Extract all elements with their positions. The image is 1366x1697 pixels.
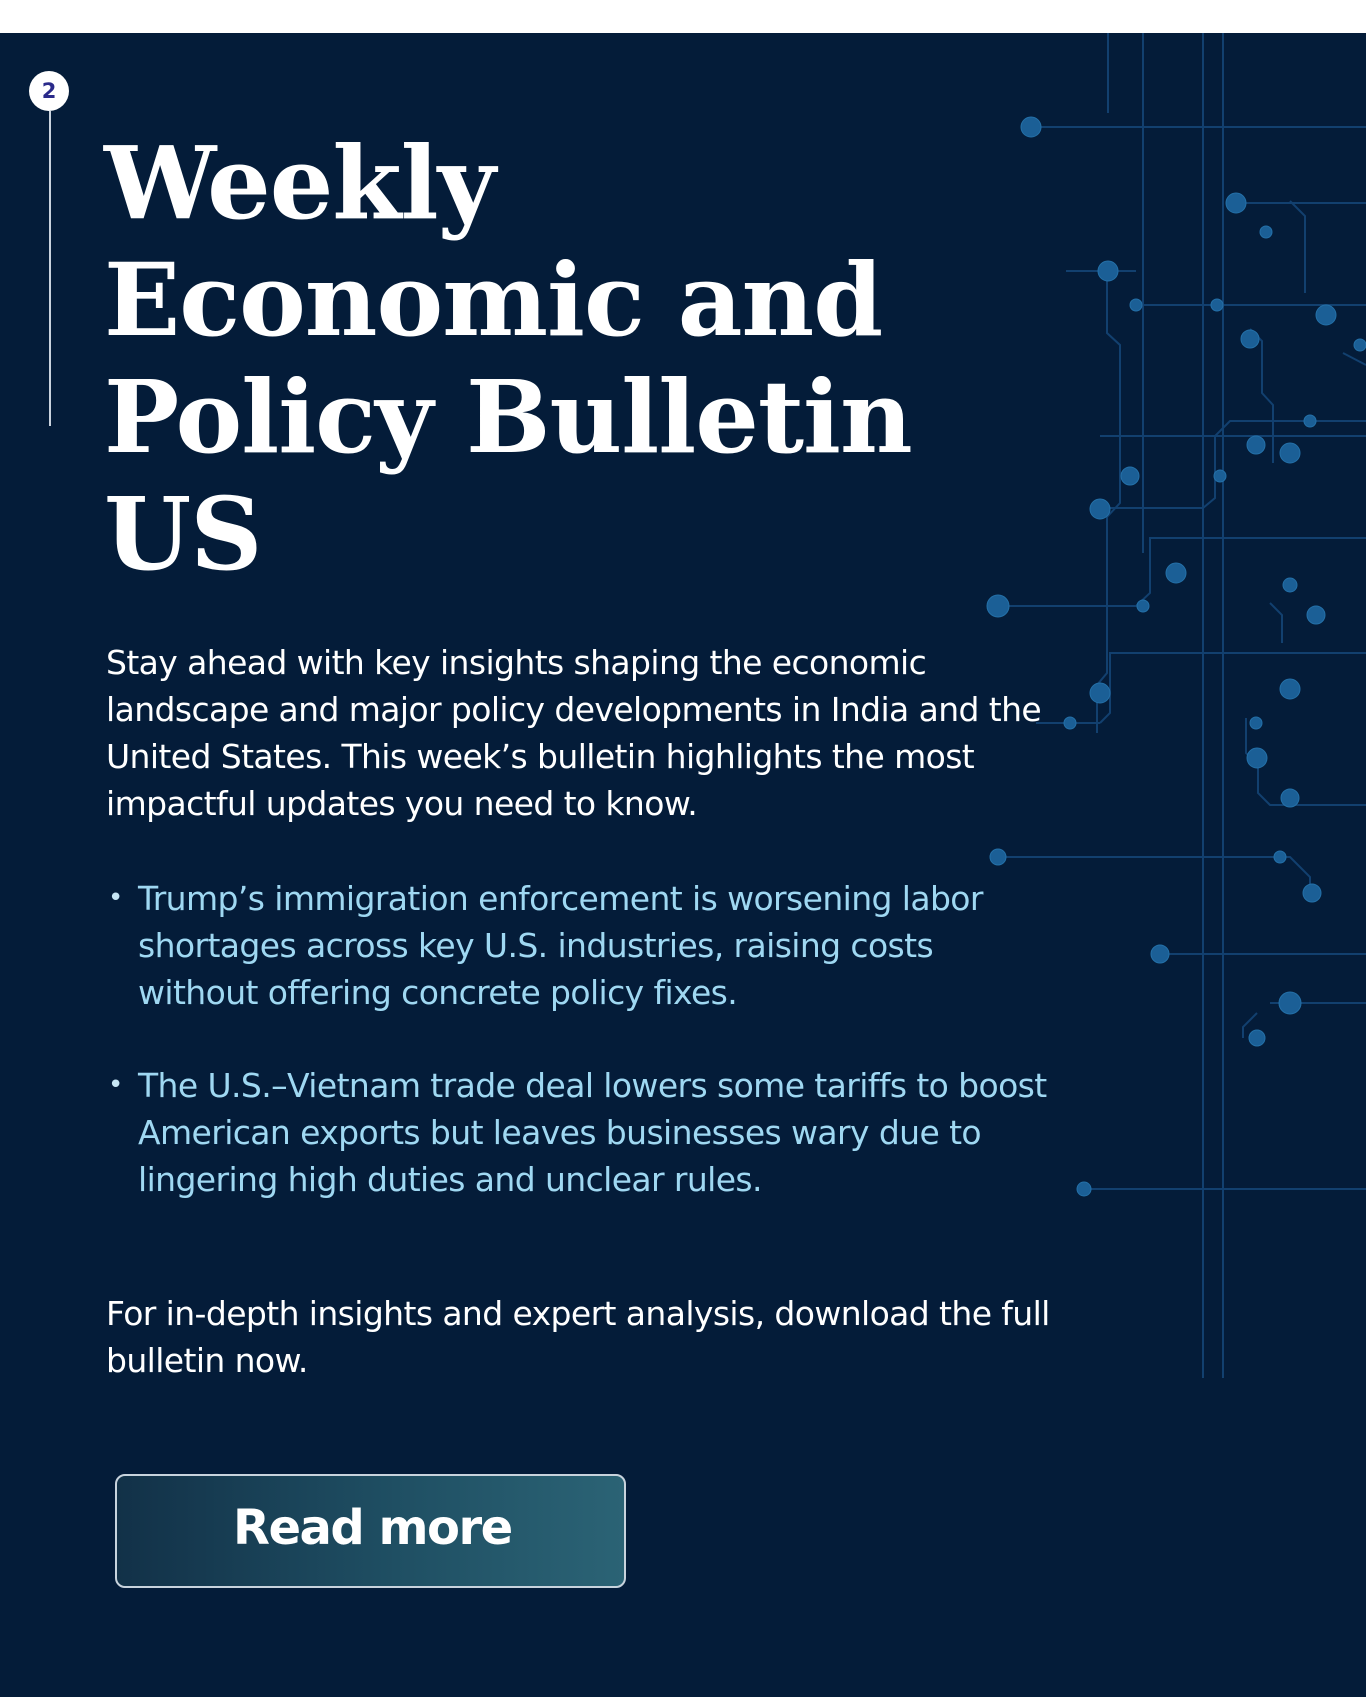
list-item bbox=[106, 875, 1056, 1016]
bullet-dot-icon: • bbox=[108, 883, 123, 913]
highlights-list bbox=[106, 875, 1056, 1203]
step-number-badge: 2 bbox=[29, 71, 69, 111]
outro-paragraph: For in-depth insights and expert analysis, download the full bulletin now. bbox=[106, 1294, 1050, 1380]
bulletin-panel bbox=[0, 33, 1366, 1697]
title-line: Economic and bbox=[104, 241, 883, 359]
read-more-button[interactable]: Read more bbox=[115, 1474, 626, 1588]
title-line: US bbox=[104, 475, 262, 593]
bullet-dot-icon: • bbox=[108, 1070, 123, 1100]
step-connector-line bbox=[49, 111, 51, 426]
page-title bbox=[104, 125, 1064, 593]
title-line: Weekly bbox=[104, 124, 495, 242]
list-item bbox=[106, 1062, 1056, 1203]
intro-paragraph: Stay ahead with key insights shaping the economic landscape and major policy developments in India and the United States. This week’s bulletin highlights the most impactful updates you need to know. bbox=[106, 643, 1042, 823]
bullet-text: Trump’s immigration enforcement is worsening labor shortages across key U.S. industries, raising costs without offering concrete policy fixes. bbox=[138, 879, 983, 1012]
bullet-text: The U.S.–Vietnam trade deal lowers some tariffs to boost American exports but leaves businesses wary due to lingering high duties and unclear rules. bbox=[138, 1066, 1047, 1199]
title-line: Policy Bulletin bbox=[104, 358, 912, 476]
